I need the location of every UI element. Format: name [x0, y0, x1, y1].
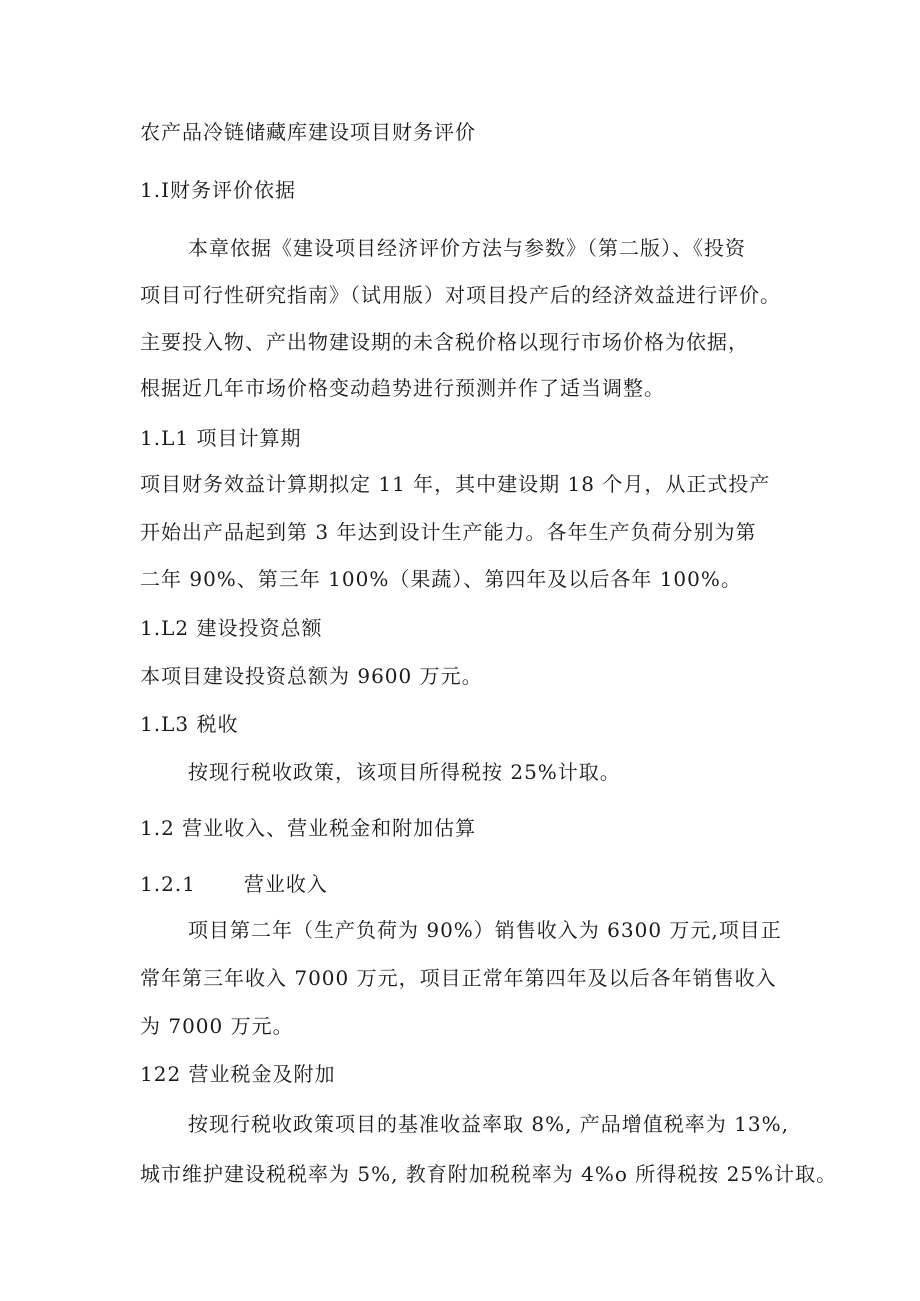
document-title: 农产品冷链储藏库建设项目财务评价	[140, 120, 476, 144]
paragraph-tax: 按现行税收政策，该项目所得税按 25%计取。	[188, 760, 621, 784]
paragraph-revenue-line: 为 7000 万元。	[140, 1014, 294, 1038]
paragraph-surtax-line: 按现行税收政策项目的基准收益率取 8%, 产品增值税率为 13%,	[188, 1112, 789, 1136]
paragraph-period-line: 二年 90%、第三年 100%（果蔬）、第四年及以后各年 100%。	[140, 567, 742, 591]
paragraph-surtax-line: 城市维护建设税税率为 5%, 教育附加税税率为 4%o 所得税按 25%计取。	[140, 1162, 838, 1186]
paragraph-basis-line: 主要投入物、产出物建设期的未含税价格以现行市场价格为依据，	[140, 330, 749, 354]
section-title: 营业收入	[243, 872, 328, 896]
paragraph-basis-line: 根据近几年市场价格变动趋势进行预测并作了适当调整。	[140, 376, 665, 400]
paragraph-basis-line: 本章依据《建设项目经济评价方法与参数》（第二版）、《投资	[188, 236, 746, 260]
section-1-1-3-heading: 1.L3 税收	[140, 712, 239, 736]
section-1-2-2-heading: 122 营业税金及附加	[140, 1062, 336, 1086]
section-1-2-heading: 1.2 营业收入、营业税金和附加估算	[140, 816, 477, 840]
section-1-1-1-heading: 1.L1 项目计算期	[140, 426, 302, 450]
paragraph-investment: 本项目建设投资总额为 9600 万元。	[140, 664, 483, 688]
section-1-2-1-heading	[140, 870, 328, 898]
section-number: 1.2.1	[140, 872, 196, 896]
paragraph-basis-line: 项目可行性研究指南》（试用版）对项目投产后的经济效益进行评价。	[140, 283, 781, 307]
section-1-1-2-heading: 1.L2 建设投资总额	[140, 616, 323, 640]
paragraph-period-line: 项目财务效益计算期拟定 11 年，其中建设期 18 个月，从正式投产	[140, 472, 771, 496]
section-1-1-heading: 1.Ⅰ财务评价依据	[140, 178, 296, 202]
paragraph-revenue-line: 常年第三年收入 7000 万元，项目正常年第四年及以后各年销售收入	[140, 966, 777, 990]
paragraph-revenue-line: 项目第二年（生产负荷为 90%）销售收入为 6300 万元,项目正	[188, 918, 782, 942]
paragraph-period-line: 开始出产品起到第 3 年达到设计生产能力。各年生产负荷分别为第	[140, 520, 757, 544]
